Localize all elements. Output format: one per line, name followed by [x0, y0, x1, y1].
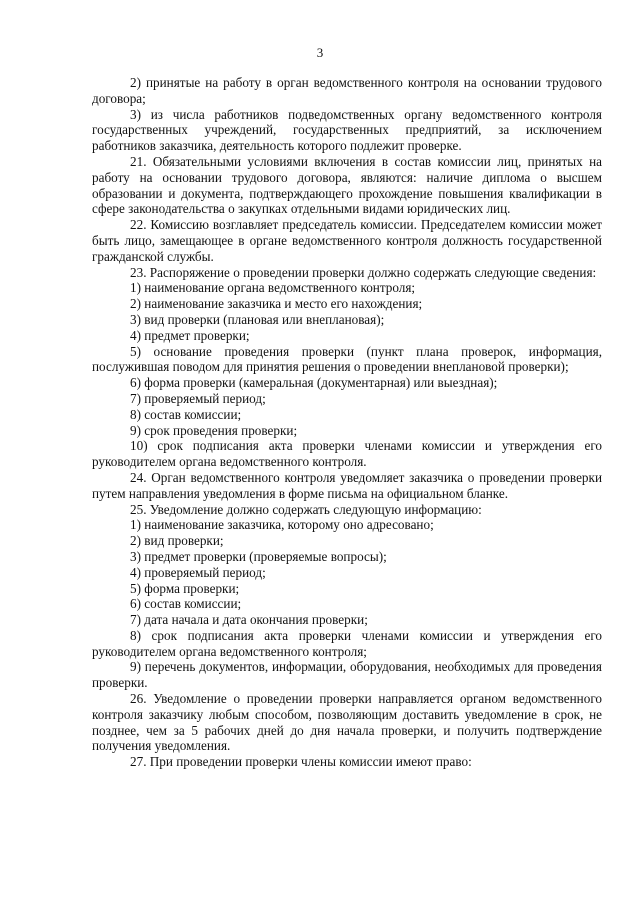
list-item: 4) предмет проверки; — [130, 327, 250, 343]
paragraph: 3) из числа работников подведомственных органу ведомственного контроля государственных учреждений, государственных предприятий, за исключением работников заказчика, деятельность которого подлежит проверке. — [92, 106, 602, 154]
list-item: 10) срок подписания акта проверки членами комиссии и утверждения его руководителем органа ведомственного контроля. — [92, 438, 602, 470]
list-item: 5) основание проведения проверки (пункт плана проверок, информация, послужившая поводом для принятия решения о проведении внеплановой проверки); — [92, 343, 602, 375]
page-number: 3 — [316, 45, 324, 60]
paragraph: 26. Уведомление о проведении проверки направляется органом ведомственного контроля заказчику любым способом, позволяющим доставить уведомление в срок, не позднее, чем за 5 рабочих дней до дня начала проверки, и получить подтверждение получения уведомления. — [92, 691, 602, 754]
paragraph: 22. Комиссию возглавляет председатель комиссии. Председателем комиссии может быть лицо, замещающее в органе ведомственного контроля должность государственной гражданской службы. — [92, 217, 602, 264]
list-item: 1) наименование заказчика, которому оно адресовано; — [130, 517, 434, 533]
list-item: 3) предмет проверки (проверяемые вопросы); — [130, 548, 387, 564]
list-item: 9) перечень документов, информации, оборудования, необходимых для проведения проверки. — [92, 659, 602, 691]
list-item: 5) форма проверки; — [130, 580, 240, 596]
paragraph: 23. Распоряжение о проведении проверки должно содержать следующие сведения: — [130, 264, 597, 280]
document-body — [92, 75, 602, 770]
list-item: 7) дата начала и дата окончания проверки; — [130, 612, 368, 628]
list-item: 3) вид проверки (плановая или внеплановая); — [130, 311, 385, 327]
list-item: 6) форма проверки (камеральная (документарная) или выездная); — [130, 375, 498, 391]
list-item: 1) наименование органа ведомственного контроля; — [130, 280, 416, 296]
paragraph: 24. Орган ведомственного контроля уведомляет заказчика о проведении проверки путем направления уведомления в форме письма на официальном бланке. — [92, 469, 602, 501]
paragraph: 25. Уведомление должно содержать следующую информацию: — [130, 501, 482, 517]
list-item: 2) вид проверки; — [130, 533, 224, 549]
list-item: 6) состав комиссии; — [130, 596, 242, 612]
paragraph: 21. Обязательными условиями включения в состав комиссии лиц, принятых на работу на основании трудового договора, являются: наличие диплома о высшем образовании и документа, подтверждающего прохождение повышения квалификации в сфере законодательства о закупках отдельными видами юридических лиц. — [92, 153, 602, 217]
list-item: 8) срок подписания акта проверки членами комиссии и утверждения его руководителем органа ведомственного контроля; — [92, 627, 602, 659]
list-item: 7) проверяемый период; — [130, 390, 266, 406]
paragraph: 2) принятые на работу в орган ведомственного контроля на основании трудового договора; — [92, 75, 602, 106]
list-item: 8) состав комиссии; — [130, 406, 242, 422]
list-item: 4) проверяемый период; — [130, 564, 266, 580]
paragraph: 27. При проведении проверки члены комиссии имеют право: — [130, 754, 472, 770]
list-item: 2) наименование заказчика и место его нахождения; — [130, 296, 423, 312]
list-item: 9) срок проведения проверки; — [130, 422, 298, 438]
